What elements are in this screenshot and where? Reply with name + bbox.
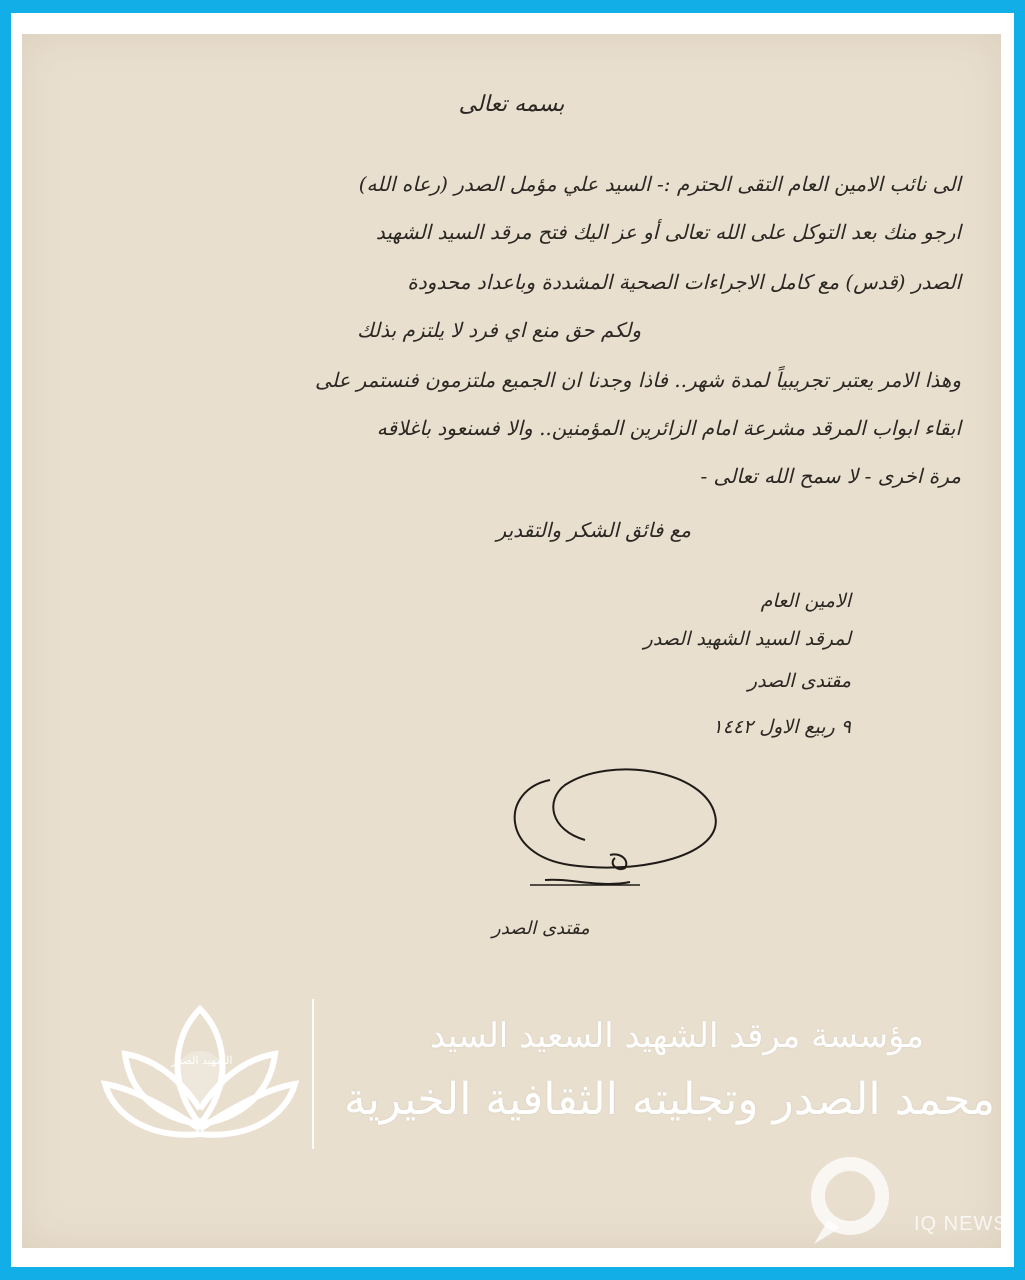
letter-date: ٩ ربيع الاول ١٤٤٢ xyxy=(712,716,851,738)
signer-title: الامين العام xyxy=(760,590,851,612)
basmala-heading: بسمه تعالى xyxy=(458,92,565,117)
letter-line-3: الصدر (قدس) مع كامل الاجراءات الصحية المشددة وباعداد محدودة xyxy=(407,270,961,294)
iq-news-logo-icon xyxy=(800,1148,900,1248)
emblem-calligraphy: الشهيد الصدر xyxy=(171,1054,233,1067)
letter-line-2: ارجو منك بعد التوكل على الله تعالى أو عز اليك فتح مرقد السيد الشهيد xyxy=(375,220,961,244)
signer-name-under-signature: مقتدى الصدر xyxy=(492,918,590,939)
letter-line-7: مرة اخرى - لا سمح الله تعالى - xyxy=(700,464,961,488)
letter-paper xyxy=(22,34,1001,1248)
closing-line: مع فائق الشكر والتقدير xyxy=(496,518,691,542)
letter-line-4: ولكم حق منع اي فرد لا يلتزم بذلك xyxy=(357,318,641,342)
footer-divider xyxy=(312,999,314,1149)
signer-name-line: مقتدى الصدر xyxy=(747,670,851,692)
letter-line-5: وهذا الامر يعتبر تجريبياً لمدة شهر.. فاذا وجدنا ان الجميع ملتزمون فنستمر على xyxy=(315,368,961,392)
foundation-name-line-1: مؤسسة مرقد الشهيد السعيد السيد xyxy=(430,1016,924,1056)
iq-news-watermark-text: IQ NEWS xyxy=(914,1213,1008,1235)
signer-organization: لمرقد السيد الشهيد الصدر xyxy=(643,628,851,650)
letter-line-1: الى نائب الامين العام التقى الحترم :- السيد علي مؤمل الصدر (رعاه الله) xyxy=(358,172,961,196)
handwritten-signature xyxy=(490,760,750,910)
letter-line-6: ابقاء ابواب المرقد مشرعة امام الزائرين المؤمنين.. والا فسنعود باغلاقه xyxy=(376,416,961,440)
lotus-emblem-icon xyxy=(100,999,300,1159)
foundation-name-line-2: محمد الصدر وتجليته الثقافية الخيرية xyxy=(344,1074,996,1125)
